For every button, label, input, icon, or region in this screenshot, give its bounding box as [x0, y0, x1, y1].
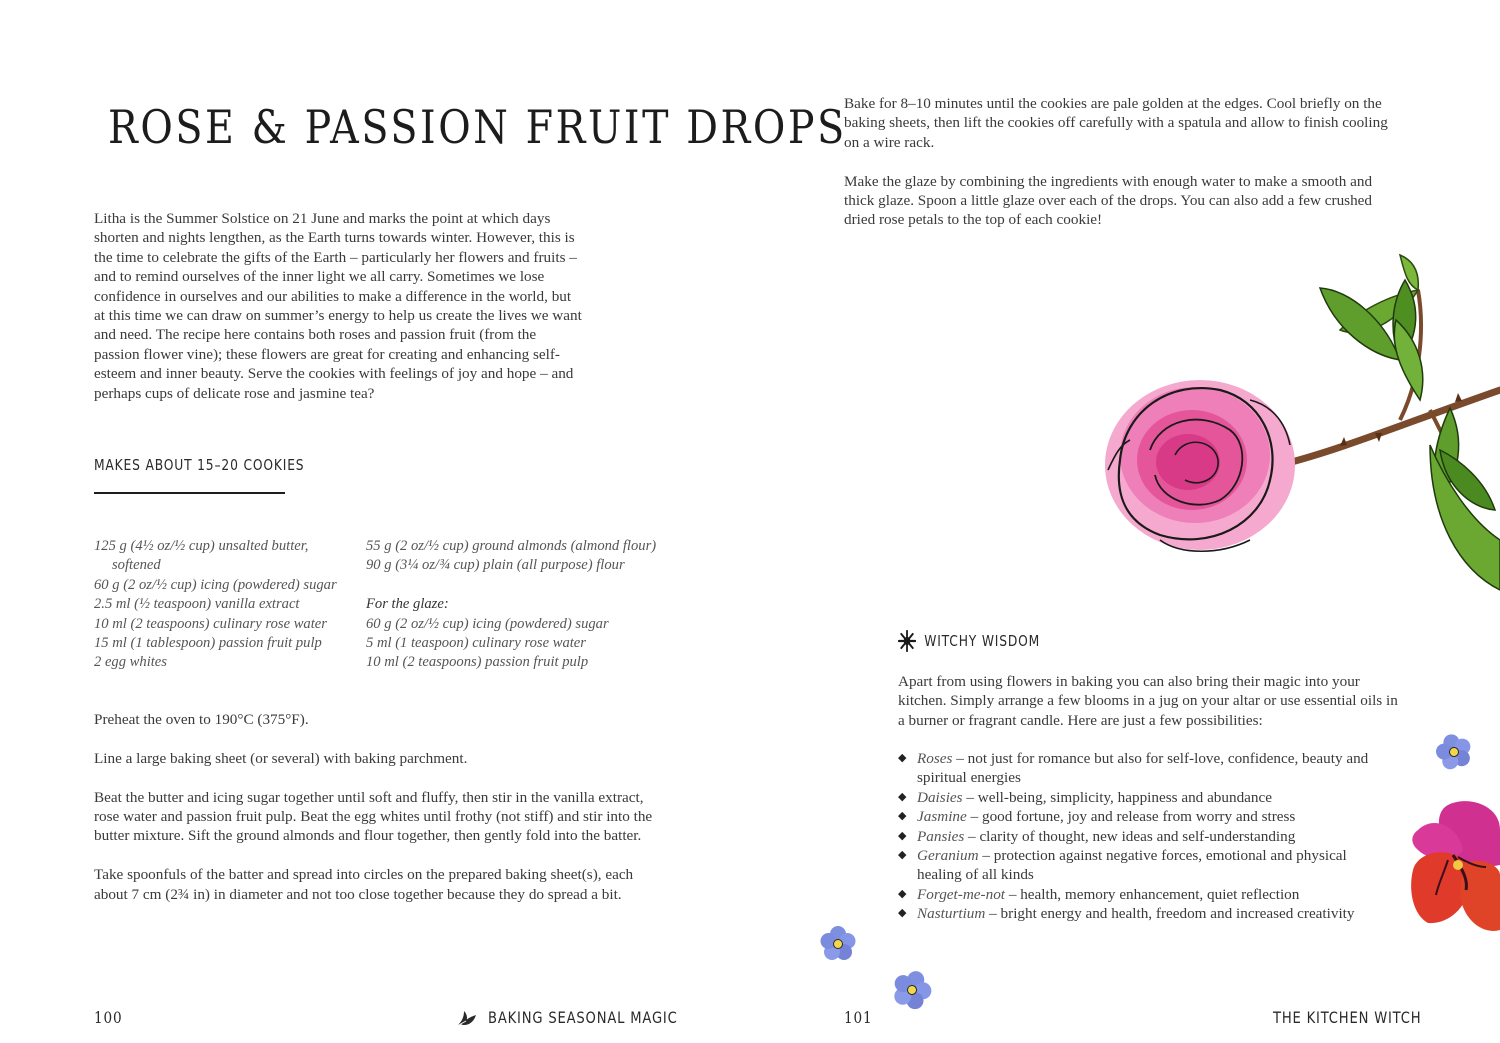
rose-illustration — [1100, 250, 1500, 610]
forget-me-not-illustration — [888, 966, 936, 1014]
bullet-diamond-icon: ◆ — [898, 849, 907, 862]
flower-possibilities-list — [898, 749, 1388, 924]
page-number-right: 101 — [844, 1008, 873, 1027]
method-step: Beat the butter and icing sugar together until soft and fluffy, then stir in the vanilla extract, rose water and passion fruit pulp. Beat the egg whites until frothy (not stiff) and stir into the butter mixture. Sift the ground almonds and flour together, then gently fold into the batter. — [94, 788, 653, 845]
possibility-item: ◆ Forget-me-not – health, memory enhancement, quiet reflection — [898, 885, 1300, 903]
leaf-icon — [456, 1009, 478, 1027]
ingredients-list-left — [94, 537, 354, 673]
witchy-wisdom-heading — [898, 630, 1040, 652]
glaze-item: 5 ml (1 teaspoon) culinary rose water — [366, 635, 586, 652]
method-step: Take spoonfuls of the batter and spread into circles on the prepared baking sheet(s), each about 7 cm (2¾ in) in diameter and not too close together because they do spread a bit. — [94, 866, 634, 903]
ingredient-item: 15 ml (1 tablespoon) passion fruit pulp — [94, 635, 322, 652]
bullet-diamond-icon: ◆ — [898, 829, 907, 842]
ingredient-item: softened — [112, 557, 161, 574]
possibility-item: ◆ Roses – not just for romance but also for self-love, confidence, beauty and spiritual energies — [898, 750, 1369, 787]
method-step: Line a large baking sheet (or several) with baking parchment. — [94, 749, 468, 767]
forget-me-not-illustration — [816, 922, 860, 966]
ingredient-item: 125 g (4½ oz/½ cup) unsalted butter, — [94, 538, 309, 554]
method-step: Bake for 8–10 minutes until the cookies are pale golden at the edges. Cool briefly on the baking sheets, then lift the cookies off carefully with a spatula and allow to finish cooling on a wire rack. — [844, 95, 1388, 151]
running-header-left — [456, 1008, 719, 1027]
possibility-item: ◆ Jasmine – good fortune, joy and release from worry and stress — [898, 808, 1296, 826]
ingredient-item: 2.5 ml (½ teaspoon) vanilla extract — [94, 596, 300, 613]
bullet-diamond-icon: ◆ — [898, 752, 907, 764]
ingredient-item: 2 egg whites — [94, 654, 167, 671]
method-left — [94, 710, 664, 923]
intro-paragraph: Litha is the Summer Solstice on 21 June and marks the point at which days shorten and nights lengthen, as the Earth turns towards winter. However, this is the time to celebrate the gifts of the Earth – particularly her flowers and fruits – and to remind ourselves of the inner light we all carry. Sometimes we lose confidence in ourselves and our abilities to make a difference in the world, but at this time we can draw on summer’s energy to help us create the lives we want and need. The recipe here contains both roses and passion fruit (from the passion flower vine); these flowers are great for creating and enhancing self-esteem and inner beauty. Serve the cookies with feelings of joy and hope – and perhaps cups of delicate rose and jasmine tea? — [94, 210, 582, 402]
ingredient-item: 90 g (3¼ oz/¾ cup) plain (all purpose) flour — [366, 557, 625, 574]
witchy-wisdom-title: WITCHY WISDOM — [924, 632, 1041, 650]
ingredients-list-right — [366, 537, 666, 673]
ingredient-item: 10 ml (2 teaspoons) culinary rose water — [94, 615, 327, 632]
makes-underline — [94, 492, 285, 494]
glaze-heading: For the glaze: — [366, 596, 449, 613]
glaze-item: 10 ml (2 teaspoons) passion fruit pulp — [366, 654, 589, 671]
forget-me-not-illustration — [1432, 730, 1476, 774]
star-burst-icon — [898, 630, 916, 652]
possibility-item: ◆ Pansies – clarity of thought, new ideas and self-understanding — [898, 827, 1296, 845]
running-title-right: THE KITCHEN WITCH — [1273, 1008, 1422, 1027]
witchy-wisdom-text: Apart from using flowers in baking you can also bring their magic into your kitchen. Simply arrange a few blooms in a jug on your altar or use essential oils in a burner or fragrant candle. Here are just a few possibilities: — [898, 673, 1398, 729]
possibility-item: ◆ Nasturtium – bright energy and health, freedom and increased creativity — [898, 905, 1355, 923]
bullet-diamond-icon: ◆ — [898, 907, 907, 920]
running-title-left: BAKING SEASONAL MAGIC — [488, 1008, 678, 1027]
makes-heading: MAKES ABOUT 15–20 COOKIES — [94, 456, 305, 474]
method-step: Preheat the oven to 190°C (375°F). — [94, 711, 309, 728]
possibility-item: ◆ Daisies – well-being, simplicity, happiness and abundance — [898, 788, 1272, 806]
pansy-illustration — [1408, 795, 1500, 945]
method-right — [844, 94, 1404, 249]
ingredient-item: 60 g (2 oz/½ cup) icing (powdered) sugar — [94, 576, 337, 593]
bullet-diamond-icon: ◆ — [898, 887, 907, 900]
page-number-left: 100 — [94, 1008, 123, 1027]
ingredient-item: 55 g (2 oz/½ cup) ground almonds (almond flour) — [366, 538, 657, 554]
method-step: Make the glaze by combining the ingredients with enough water to make a smooth and thick glaze. Spoon a little glaze over each of the drops. You can also add a few crushed dried rose petals to the top of each cookie! — [844, 172, 1373, 229]
glaze-item: 60 g (2 oz/½ cup) icing (powdered) sugar — [366, 615, 609, 632]
bullet-diamond-icon: ◆ — [898, 790, 907, 803]
bullet-diamond-icon: ◆ — [898, 810, 907, 823]
recipe-title: ROSE & PASSION FRUIT DROPS — [108, 100, 847, 154]
possibility-item: ◆ Geranium – protection against negative forces, emotional and physical healing of all kinds — [898, 847, 1347, 884]
